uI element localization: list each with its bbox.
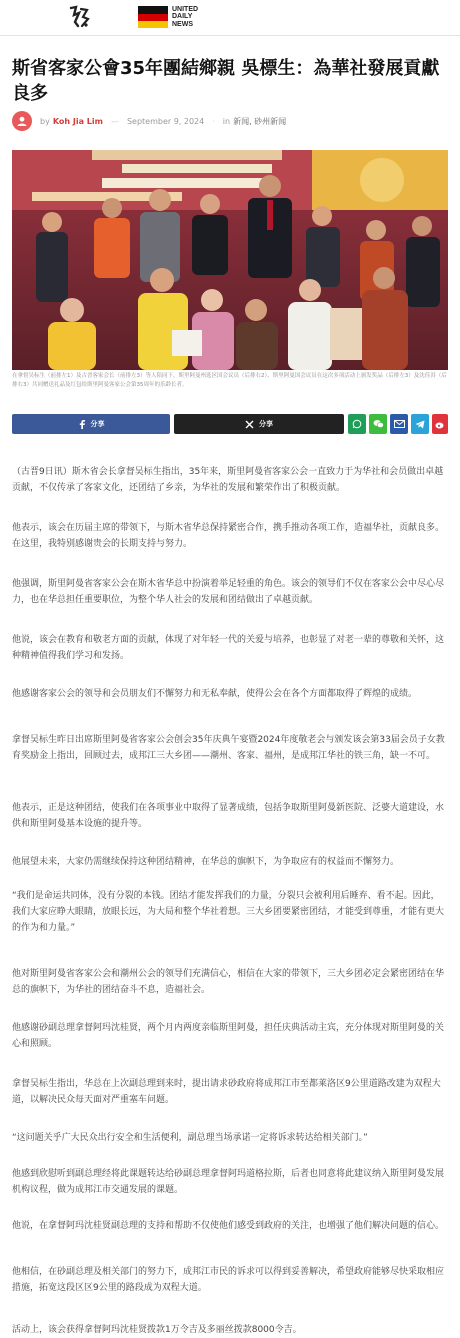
article-paragraph: 他感谢砂副总理拿督阿玛沈桂贤，两个月内两度亲临斯里阿曼，担任庆典活动主宾，充分体现对斯里阿曼的关心和照顾。 — [12, 1023, 445, 1049]
author-link[interactable]: Koh Jia Lim — [52, 116, 103, 126]
group-photo-illustration — [12, 150, 448, 370]
article-paragraph: 他说，该会在教育和敬老方面的贡献，体现了对年轻一代的关爱与培养，也彰显了对老一辈的尊敬和关怀，这种精神值得我们学习和发扬。 — [12, 635, 445, 661]
article-paragraph: 他相信，在砂副总理及相关部门的努力下，成邦江市民的诉求可以得到妥善解决，希望政府能够尽快采取相应措施，拓宽这段区区9公里的路段成为双程大道。 — [12, 1267, 445, 1293]
category-links[interactable]: 新闻, 砂州新闻 — [233, 116, 287, 126]
meta-divider: — — [110, 116, 119, 126]
by-label: by — [40, 116, 50, 126]
article-paragraph: 他感谢客家公会的领导和会员朋友们不懈努力和无私奉献，使得公会在各个方面都取得了辉煌的成绩。 — [12, 689, 418, 699]
in-label: in — [222, 116, 231, 126]
x-icon — [245, 420, 254, 429]
whatsapp-share-button[interactable] — [348, 414, 366, 434]
wechat-share-button[interactable] — [369, 414, 387, 434]
article-paragraph: （古晋9日讯）斯木省会长拿督吴标生指出，35年来，斯里阿曼省客家公会一直致力于为华社和会员做出卓越贡献，不仅传承了客家文化，还团结了乡亲，为华社的发展和繁荣作出了积极贡献。 — [12, 467, 444, 493]
whatsapp-icon — [352, 419, 362, 429]
publish-date: September 9, 2024 — [126, 116, 205, 126]
article-paragraph: “我们是命运共同体，没有分裂的本钱。团结才能发挥我们的力量，分裂只会被利用后睡弃、看不起。因此，我们大家应睁大眼睛，放眼长远，为大局和整个华社着想。三大乡团要紧密团结，才能受到尊重，才能有更大的作为和力量。” — [12, 891, 445, 933]
article-paragraph: 他说，在拿督阿玛沈桂贤副总理的支持和帮助不仅使他们感受到政府的关注，也增强了他们解决问题的信心。 — [12, 1221, 445, 1231]
article-title: 斯省客家公會35年團結鄉親 吳標生：為華社發展貢獻良多 — [12, 58, 440, 104]
article-paragraph: 拿督吴标生昨日出席斯里阿曼省客家公会创会35年庆典午宴暨2024年度敬老会与颁发该会第33届会员子女教育奖励金上指出，回顾过去，成邦江三大乡团——潮州、客家、福州，是成邦江华社的铁三角，缺一不可。 — [12, 735, 445, 761]
article-paragraph: 他强调，斯里阿曼省客家公会在斯木省华总中扮演着举足轻重的角色。该会的领导们不仅在客家公会中尽心尽力，也在华总担任重要职位，为整个华人社会的发展和团结做出了卓越贡献。 — [12, 579, 445, 605]
article-paragraph: 拿督吴标生指出，华总在上次副总理到来时，提出请求砂政府将成邦江市至都莱洛区9公里道路改建为双程大道，以解决民众每天面对严重塞车问题。 — [12, 1079, 441, 1105]
telegram-share-button[interactable] — [411, 414, 429, 434]
united-daily-news-logo[interactable] — [138, 4, 198, 30]
user-icon — [16, 115, 28, 127]
photo-caption: 在拿督吴标生（前排左1）及古晋客家会长（前排左3）等人陪同下，斯里阿曼州选区国会议员（后排右2）、斯里阿曼国会议员在这次多项活动上颁发奖品（后排左3）及沈佳洱（后排右3）共同赠送礼品及红包给斯里阿曼客家公会第35周年的乐龄长者。 — [12, 373, 447, 388]
wechat-icon — [373, 419, 384, 429]
article-photo[interactable] — [12, 150, 448, 370]
author-avatar[interactable] — [12, 111, 32, 131]
flag-icon — [138, 6, 168, 28]
share-label: 分享 — [90, 420, 105, 428]
site-header — [0, 0, 460, 36]
logo-line: UNITED — [172, 5, 199, 13]
share-bar — [12, 414, 448, 434]
email-icon — [394, 420, 405, 428]
logo-line: NEWS — [172, 20, 193, 28]
calligraphy-logo[interactable] — [66, 4, 92, 30]
article-paragraph: 活动上，该会获得拿督阿玛沈桂贤拨款1万令吉及多丽丝拨款8000令吉。 — [12, 1325, 302, 1335]
article-paragraph: 他对斯里阿曼省客家公会和潮州公会的领导们充满信心，相信在大家的带领下，三大乡团必定会紧密团结在华总的旗帜下，为华社的团结奋斗不息，造福社会。 — [12, 969, 445, 995]
article-paragraph: 他表示，该会在历届主席的带领下，与斯木省华总保持紧密合作，携手推动各项工作，造福华社，贡献良多。在这里，我特别感谢贵会的长期支持与努力。 — [12, 523, 445, 549]
article-paragraph: 他表示，正是这种团结，使我们在各项事业中取得了显著成绩，包括争取斯里阿曼新医院、泛婆大道建设，水供和斯里阿曼基本设施的提升等。 — [12, 803, 445, 829]
logo-line: DAILY — [172, 13, 193, 21]
logo-text — [172, 6, 198, 29]
article-paragraph: “这问题关乎广大民众出行安全和生活便利，副总理当场承诺一定将诉求转达给相关部门。” — [12, 1133, 368, 1143]
facebook-icon — [78, 419, 86, 429]
article-paragraph: 他感到欣慰听到副总理经将此课题转达给砂副总理拿督阿玛道格拉斯，后者也同意将此建议纳入斯里阿曼发展机构议程，做为成邦江市交通发展的课题。 — [12, 1169, 445, 1195]
facebook-share-button[interactable] — [12, 414, 170, 434]
article-paragraph: 他展望未来，大家仍需继续保持这种团结精神，在华总的旗帜下，为争取应有的权益而不懈努力。 — [12, 857, 400, 867]
email-share-button[interactable] — [390, 414, 408, 434]
telegram-icon — [415, 420, 425, 429]
share-label: 分享 — [259, 420, 273, 428]
weibo-icon — [435, 420, 445, 429]
meta-divider: · — [212, 116, 215, 126]
weibo-share-button[interactable] — [432, 414, 448, 434]
x-share-button[interactable] — [174, 414, 344, 434]
article-meta — [12, 110, 286, 132]
